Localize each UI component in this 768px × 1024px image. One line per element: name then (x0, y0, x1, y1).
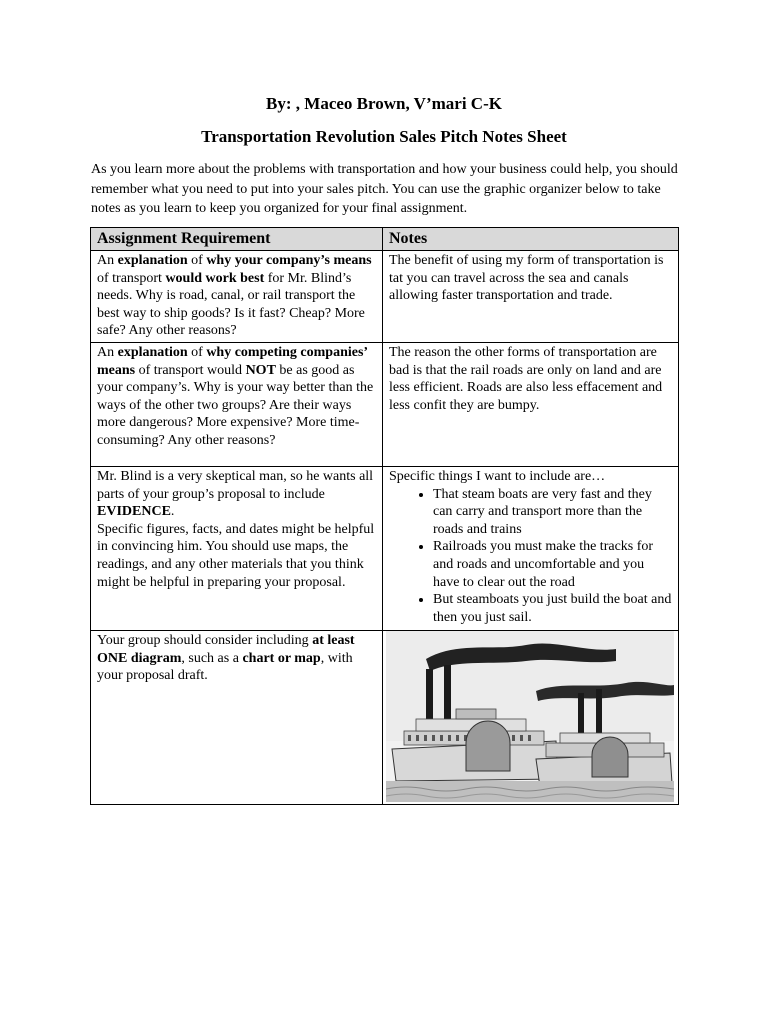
requirement-cell: An explanation of why your company’s means of transport would work best for Mr. Blind’s needs. Why is road, canal, or rail transport the best way to ship goods? Is it fast? Cheap? More safe? Any other reasons? (91, 251, 383, 343)
notes-bullet-list (389, 486, 673, 627)
header-requirement: Assignment Requirement (91, 228, 383, 251)
table-row (91, 251, 679, 343)
table-header-row (91, 228, 679, 251)
requirement-cell: Your group should consider including at least ONE diagram, such as a chart or map, with your proposal draft. (91, 630, 383, 804)
list-item: • Railroads you must make the tracks for and roads and uncomfortable and you have to clear out the road (433, 538, 673, 591)
page-title: Transportation Revolution Sales Pitch Notes Sheet (201, 127, 567, 146)
list-item: • But steamboats you just build the boat and then you just sail. (433, 591, 673, 626)
notes-table (90, 227, 679, 805)
requirement-cell: An explanation of why competing companies’ means of transport would NOT be as good as your company’s. Why is your way better than the ways of the other two groups? Are their ways more dangerous? More expensive? More time-consuming? Any other reasons? (91, 342, 383, 466)
notes-intro: Specific things I want to include are… (389, 468, 606, 484)
header-notes: Notes (383, 228, 679, 251)
notes-cell (383, 466, 679, 630)
table-row (91, 466, 679, 630)
notes-cell: The reason the other forms of transportation are bad is that the rail roads are only on land and are less efficient. Roads are also less effacement and less confit they are bumpy. (383, 342, 679, 466)
byline: By: , Maceo Brown, V’mari C-K (266, 94, 502, 113)
notes-cell: The benefit of using my form of transportation is tat you can travel across the sea and canals allowing faster transportation and trade. (383, 251, 679, 343)
list-item: • That steam boats are very fast and they can carry and transport more than the roads and trains (433, 486, 673, 539)
table-row (91, 630, 679, 804)
diagram-cell (383, 630, 679, 804)
steamboat-illustration (386, 631, 674, 802)
table-row (91, 342, 679, 466)
requirement-cell: Mr. Blind is a very skeptical man, so he wants all parts of your group’s proposal to include EVIDENCE. Specific figures, facts, and dates might be helpful in convincing him. You should use maps, the readings, and any other materials that you think might be helpful in preparing your proposal. (91, 466, 383, 630)
intro-paragraph: As you learn more about the problems with transportation and how your business could help, you should remember what you need to put into your sales pitch. You can use the graphic organizer below to take notes as you learn to keep you organized for your final assignment. (91, 162, 678, 216)
